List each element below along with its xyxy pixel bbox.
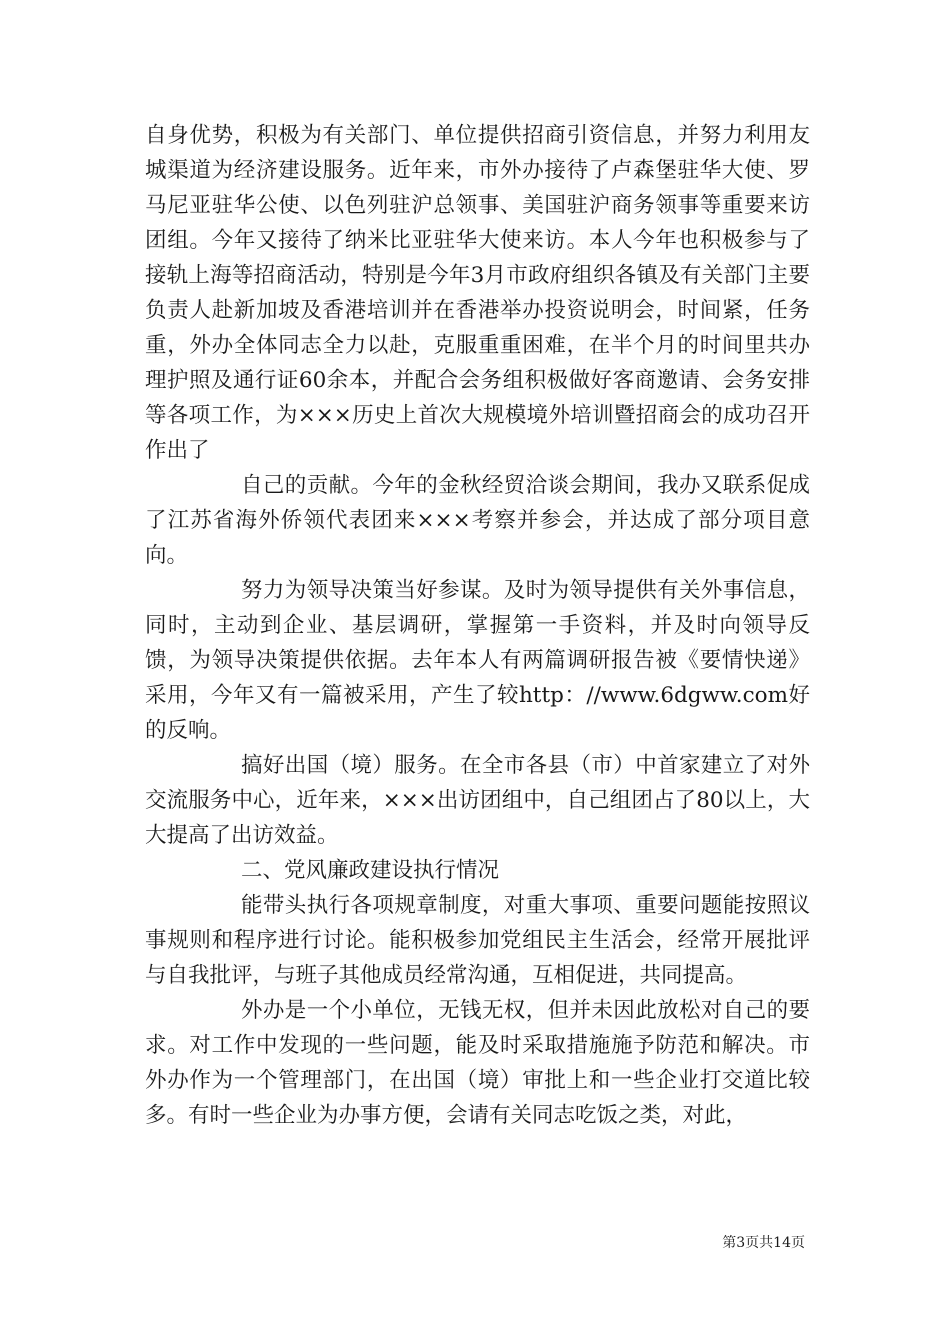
paragraph-advisory-role: 努力为领导决策当好参谋。及时为领导提供有关外事信息，同时，主动到企业、基层调研，掌握第一手资料，并及时向领导反馈，为领导决策提供依据。去年本人有两篇调研报告被《要情快递》采用，今年又有一篇被采用，产生了较http：//www.6dgww.com好的反响。 [145,578,810,743]
paragraph-rules-compliance: 能带头执行各项规章制度，对重大事项、重要问题能按照议事规则和程序进行讨论。能积极参加党组民主生活会，经常开展批评与自我批评，与班子其他成员经常沟通，互相促进，共同提高。 [145,893,810,988]
page-number-footer: 第3页共14页 [722,1235,805,1251]
paragraph-outbound-services: 搞好出国（境）服务。在全市各县（市）中首家建立了对外交流服务中心，近年来，×××出访团组中，自己组团占了80以上，大大提高了出访效益。 [145,753,810,848]
paragraph-contribution: 自己的贡献。今年的金秋经贸洽谈会期间，我办又联系促成了江苏省海外侨领代表团来×××考察并参会，并达成了部分项目意向。 [145,473,810,568]
section-heading-integrity: 二、党风廉政建设执行情况 [241,858,500,883]
paragraph-self-discipline: 外办是一个小单位，无钱无权，但并未因此放松对自己的要求。对工作中发现的一些问题，能及时采取措施施予防范和解决。市外办作为一个管理部门，在出国（境）审批上和一些企业打交道比较多。有时一些企业为办事方便，会请有关同志吃饭之类，对此， [145,998,810,1128]
document-body [145,118,810,1133]
paragraph-investment-services: 自身优势，积极为有关部门、单位提供招商引资信息，并努力利用友城渠道为经济建设服务。近年来，市外办接待了卢森堡驻华大使、罗马尼亚驻华公使、以色列驻沪总领事、美国驻沪商务领事等重要来访团组。今年又接待了纳米比亚驻华大使来访。本人今年也积极参与了接轨上海等招商活动，特别是今年3月市政府组织各镇及有关部门主要负责人赴新加坡及香港培训并在香港举办投资说明会，时间紧，任务重，外办全体同志全力以赴，克服重重困难，在半个月的时间里共办理护照及通行证60余本，并配合会务组积极做好客商邀请、会务安排等各项工作，为×××历史上首次大规模境外培训暨招商会的成功召开作出了 [145,123,810,463]
